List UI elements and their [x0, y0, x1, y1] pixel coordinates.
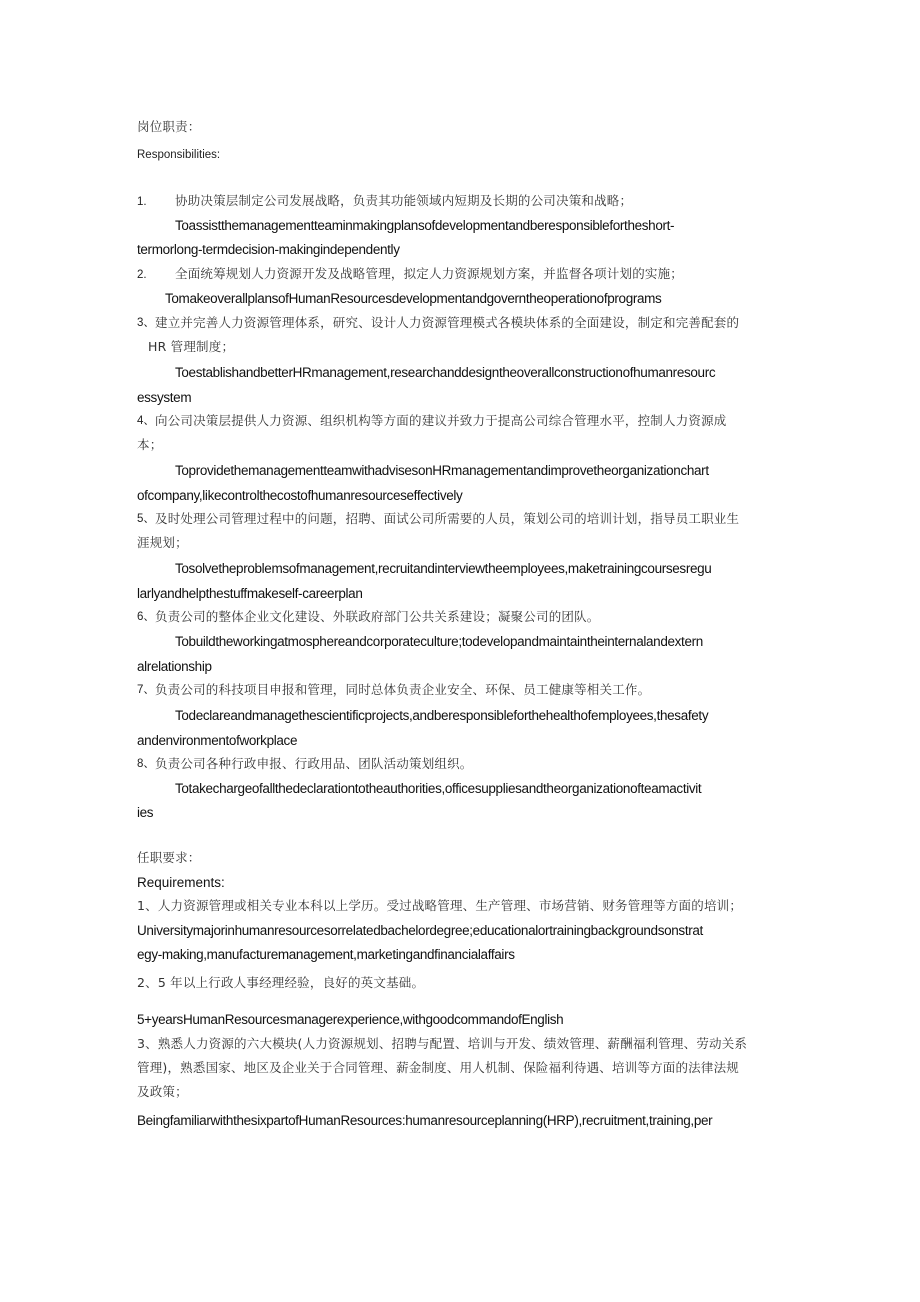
duty-number: 1. [137, 196, 147, 208]
responsibilities-heading-zh: 岗位职责： [137, 119, 201, 134]
duty-text-en: larlyandhelpthestuffmakeself-careerplan [137, 586, 363, 601]
duty-text-zh: 及时处理公司管理过程中的问题，招聘、面试公司所需要的人员，策划公司的培训计划，指导员工职业生 [155, 511, 740, 526]
duty-text-zh: 向公司决策层提供人力资源、组织机构等方面的建议并致力于提高公司综合管理水平，控制人力资源成 [155, 413, 727, 428]
duty-number: 5、 [137, 513, 155, 525]
requirement-text-en: egy-making,manufacturemanagement,marketingandfinancialaffairs [137, 947, 515, 962]
duty-text-en: ies [137, 805, 154, 820]
duty-text-en: ofcompany,likecontrolthecostofhumanresourceseffectively [137, 488, 463, 503]
duty-text-en: TomakeoverallplansofHumanResourcesdevelopmentandgoverntheoperationofprograms [165, 291, 662, 306]
duty-number: 6、 [137, 611, 155, 623]
requirements-heading-en: Requirements: [137, 875, 225, 890]
duty-text-zh: 协助决策层制定公司发展战略，负责其功能领域内短期及长期的公司决策和战略； [175, 193, 633, 208]
duty-text-en: essystem [137, 390, 192, 405]
duty-text-en: Totakechargeofallthedeclarationtotheauthorities,officesuppliesandtheorganizationofteamactivit [175, 781, 702, 796]
duty-text-zh: 负责公司的整体企业文化建设、外联政府部门公共关系建设；凝聚公司的团队。 [155, 609, 600, 624]
duty-text-en: termorlong-termdecision-makingindependently [137, 242, 400, 257]
duty-text-zh: 本； [137, 437, 163, 452]
duty-number: 4、 [137, 415, 155, 427]
requirement-text-zh: 及政策； [137, 1084, 188, 1099]
duty-text-zh: HR 管理制度； [148, 339, 235, 354]
duty-text-en: ToestablishandbetterHRmanagement,researchanddesigntheoverallconstructionofhumanresourc [175, 365, 716, 380]
duty-text-en: Todeclareandmanagethescientificprojects,andberesponsibleforthehealthofemployees,thesafety [175, 708, 709, 723]
duty-number: 3、 [137, 317, 155, 329]
duty-text-en: Tobuildtheworkingatmosphereandcorporateculture;todevelopandmaintaintheinternalandextern [175, 634, 703, 649]
requirement-text-en: Universitymajorinhumanresourcesorrelatedbachelordegree;educationalortrainingbackgroundsonstrat [137, 923, 703, 938]
requirement-text-zh: 管理)，熟悉国家、地区及企业关于合同管理、薪金制度、用人机制、保险福利待遇、培训等方面的法律法规 [137, 1060, 739, 1075]
duty-text-en: alrelationship [137, 659, 212, 674]
duty-text-zh: 负责公司的科技项目申报和管理，同时总体负责企业安全、环保、员工健康等相关工作。 [155, 682, 651, 697]
duty-number: 8、 [137, 758, 155, 770]
duty-text-zh: 负责公司各种行政申报、行政用品、团队活动策划组织。 [155, 756, 473, 771]
requirement-text-en: BeingfamiliarwiththesixpartofHumanResources:humanresourceplanning(HRP),recruitment,training,per [137, 1113, 713, 1128]
requirement-text-zh: 2、5 年以上行政人事经理经验，良好的英文基础。 [137, 975, 425, 990]
duty-text-zh: 全面统筹规划人力资源开发及战略管理，拟定人力资源规划方案，并监督各项计划的实施； [175, 266, 684, 281]
duty-number: 7、 [137, 684, 155, 696]
requirements-heading-zh: 任职要求： [137, 850, 201, 865]
duty-text-en: andenvironmentofworkplace [137, 733, 298, 748]
requirement-text-en: 5+yearsHumanResourcesmanagerexperience,withgoodcommandofEnglish [137, 1012, 564, 1027]
duty-text-en: ToprovidethemanagementteamwithadvisesonHRmanagementandimprovetheorganizationchart [175, 463, 709, 478]
duty-text-zh: 建立并完善人力资源管理体系，研究、设计人力资源管理模式各模块体系的全面建设，制定和完善配套的 [155, 315, 740, 330]
duty-text-en: Toassistthemanagementteaminmakingplansofdevelopmentandberesponsiblefortheshort- [175, 218, 675, 233]
requirement-text-zh: 1、人力资源管理或相关专业本科以上学历。受过战略管理、生产管理、市场营销、财务管理等方面的培训； [137, 898, 743, 913]
duty-text-zh: 涯规划； [137, 535, 188, 550]
requirement-text-zh: 3、熟悉人力资源的六大模块(人力资源规划、招聘与配置、培训与开发、绩效管理、薪酬福利管理、劳动关系 [137, 1036, 748, 1051]
duty-number: 2. [137, 269, 147, 281]
responsibilities-heading-en: Responsibilities: [137, 149, 221, 161]
duty-text-en: Tosolvetheproblemsofmanagement,recruitandinterviewtheemployees,maketrainingcoursesregu [175, 561, 712, 576]
